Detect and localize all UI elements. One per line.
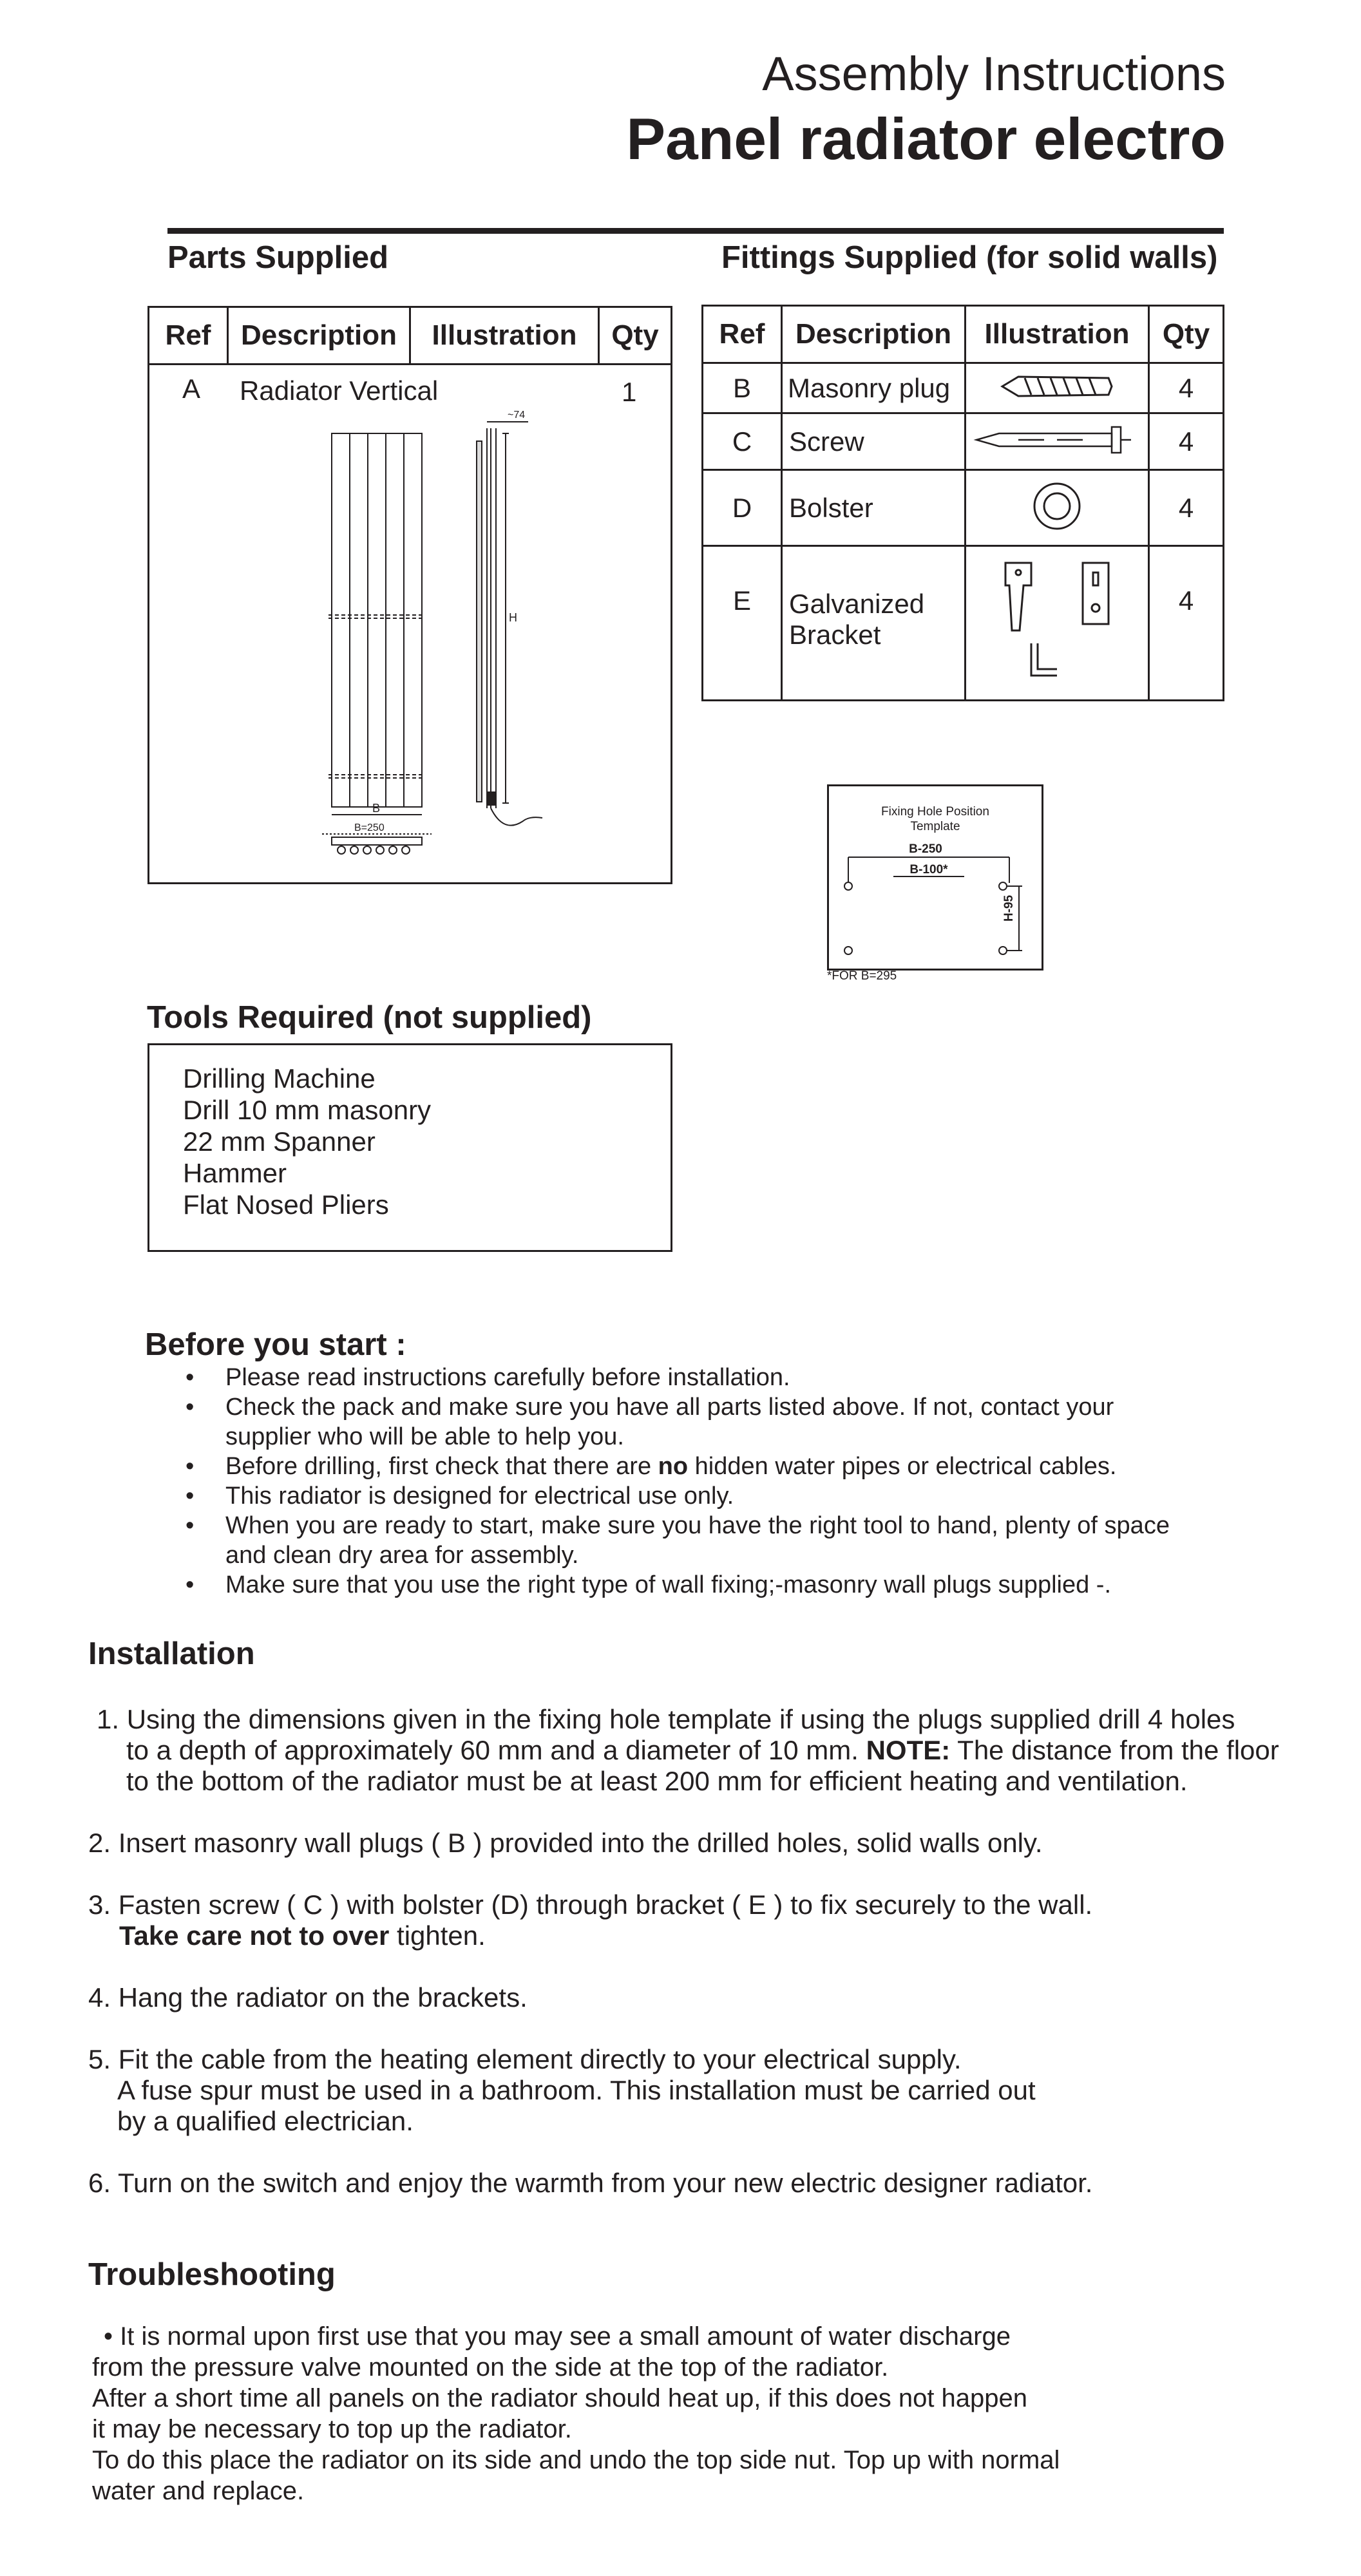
install-step-6: 6. Turn on the switch and enjoy the warmth from your new electric designer radiator. (88, 2168, 1093, 2198)
list-item: • Make sure that you use the right type of wall fixing;-masonry wall plugs supplied -. (225, 1570, 1301, 1600)
list-item: • Before drilling, first check that there are no hidden water pipes or electrical cables. (225, 1452, 1301, 1481)
install-step-2: 2. Insert masonry wall plugs ( B ) provided into the drilled holes, solid walls only. (88, 1828, 1043, 1858)
template-title-2: Template (910, 820, 960, 833)
list-item: • Check the pack and make sure you have all parts listed above. If not, contact your supplier who will be able to help you. (225, 1392, 1301, 1452)
screw-icon (966, 413, 1149, 470)
troubleshooting-text: • It is normal upon first use that you may see a small amount of water discharge from the pressure valve mounted on the side at the top of the radiator. After a short time all panels on the radiator should heat up, if this does not happen it may be necessary to top up the radiator. To do this place the radiator on its side and undo the top side nut. Top up with normal water and replace. (92, 2322, 1060, 2505)
install-step-5: 5. Fit the cable from the heating element directly to your electrical supply. A fuse spur must be used in a bathroom. This installation must be carried out by a qualified electrician. (88, 2044, 1036, 2136)
fittings-qty-b: 4 (1149, 363, 1224, 413)
before-heading: Before you start : (145, 1327, 406, 1362)
table-row (703, 413, 1224, 470)
fittings-col-qty: Qty (1149, 306, 1224, 363)
b250-label: B=250 (354, 822, 385, 833)
header-rule (167, 228, 1224, 234)
washer-icon (966, 470, 1149, 546)
fittings-col-description: Description (782, 306, 966, 363)
install-step-3: 3. Fasten screw ( C ) with bolster (D) through bracket ( E ) to fix securely to the wall. Take care not to over tighten. (88, 1889, 1093, 1951)
wall-plug-icon (966, 363, 1149, 413)
list-item: 22 mm Spanner (183, 1126, 376, 1157)
template-title-1: Fixing Hole Position (881, 805, 989, 819)
template-note: *FOR B=295 (827, 969, 897, 983)
bracket-icon (966, 546, 1149, 701)
fixing-hole-template (827, 784, 1043, 971)
fittings-qty-e: 4 (1149, 546, 1224, 701)
list-item: • This radiator is designed for electrical use only. (225, 1481, 1301, 1511)
template-b250: B-250 (909, 842, 942, 856)
install-step-4: 4. Hang the radiator on the brackets. (88, 1982, 528, 2012)
fittings-qty-d: 4 (1149, 470, 1224, 546)
fittings-desc-e-line1: Galvanized (789, 589, 925, 619)
installation-heading: Installation (88, 1636, 255, 1671)
fittings-desc-c: Screw (782, 413, 966, 470)
doc-title: Panel radiator electro (626, 107, 1226, 172)
template-b100: B-100* (909, 863, 948, 876)
radiator-drawing (322, 396, 554, 873)
fittings-desc-e (782, 546, 966, 701)
fittings-desc-b: Masonry plug (782, 363, 966, 413)
fittings-desc-e-line2: Bracket (789, 620, 881, 650)
parts-desc-a: Radiator Vertical (240, 375, 439, 406)
list-item: Flat Nosed Pliers (183, 1189, 389, 1220)
fittings-ref-e: E (703, 546, 782, 701)
template-h95: H-95 (1002, 895, 1016, 922)
parts-col-description: Description (228, 307, 410, 365)
install-step-1: 1. Using the dimensions given in the fixing hole template if using the plugs supplied drill 4 holes to a depth of approximately 60 mm and a diameter of 10 mm. NOTE: The distance from the floor to the bottom of the radiator must be at least 200 mm for efficient heating and ventilation. (97, 1704, 1279, 1796)
list-item: Drilling Machine (183, 1063, 376, 1094)
fittings-table (701, 305, 1224, 701)
doc-subtitle: Assembly Instructions (762, 47, 1226, 100)
parts-col-ref: Ref (149, 307, 228, 365)
table-row (703, 363, 1224, 413)
before-list (142, 1363, 1301, 1600)
fittings-col-illustration: Illustration (966, 306, 1149, 363)
tools-box (148, 1043, 672, 1252)
fittings-heading: Fittings Supplied (for solid walls) (721, 240, 1218, 275)
fittings-desc-d: Bolster (782, 470, 966, 546)
fittings-col-ref: Ref (703, 306, 782, 363)
parts-col-illustration: Illustration (410, 307, 599, 365)
fittings-ref-b: B (703, 363, 782, 413)
fittings-ref-c: C (703, 413, 782, 470)
parts-ref-a: A (182, 374, 201, 404)
table-row (703, 546, 1224, 701)
height-label: H (509, 611, 517, 624)
depth-label: ~74 (508, 410, 526, 421)
parts-heading: Parts Supplied (167, 240, 389, 275)
fittings-ref-d: D (703, 470, 782, 546)
fittings-qty-c: 4 (1149, 413, 1224, 470)
tools-heading: Tools Required (not supplied) (147, 1000, 592, 1035)
list-item: Drill 10 mm masonry (183, 1095, 432, 1125)
width-label: B (372, 802, 381, 815)
parts-table-header (148, 306, 672, 365)
parts-col-qty: Qty (599, 307, 672, 365)
table-row (703, 470, 1224, 546)
list-item: • Please read instructions carefully before installation. (225, 1363, 1301, 1392)
list-item: Hammer (183, 1158, 287, 1188)
list-item: • When you are ready to start, make sure you have the right tool to hand, plenty of space and clean dry area for assembly. (225, 1511, 1301, 1570)
parts-qty-a: 1 (622, 377, 637, 407)
troubleshooting-heading: Troubleshooting (88, 2257, 336, 2292)
